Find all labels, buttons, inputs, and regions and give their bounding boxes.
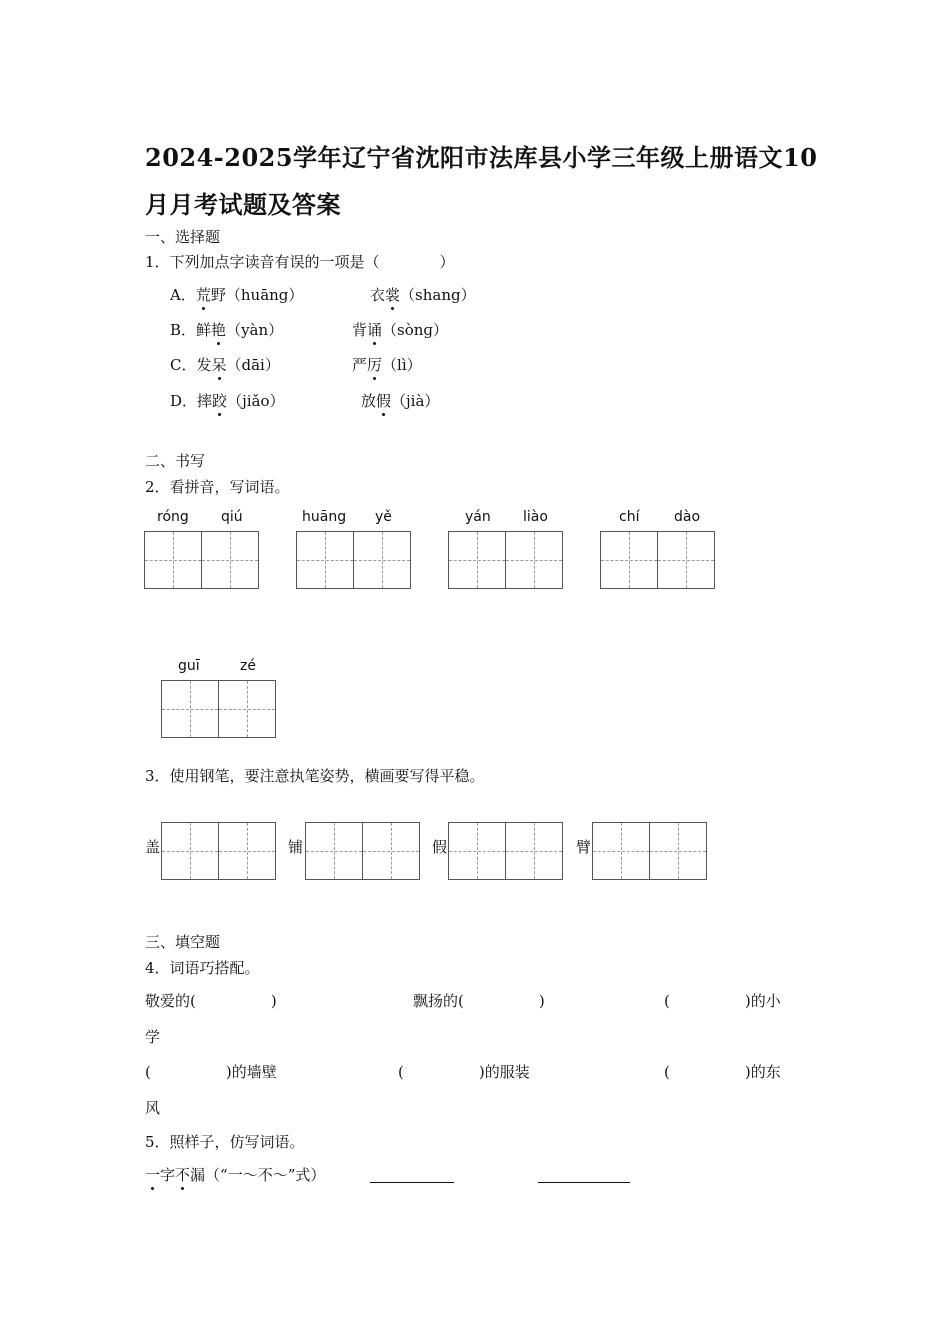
copy-char: 盖	[145, 838, 161, 856]
pinyin-syllable: guī	[178, 658, 200, 674]
answer-line[interactable]	[538, 1182, 630, 1183]
section-heading-choice: 一、选择题	[145, 228, 221, 246]
writing-grid[interactable]	[600, 531, 714, 589]
pinyin-syllable: chí	[619, 509, 640, 525]
writing-grid[interactable]	[448, 822, 562, 880]
fill-blank[interactable]: 敬爱的( )	[145, 992, 277, 1010]
question-1-stem: 1．下列加点字读音有误的一项是（ ）	[145, 253, 455, 271]
copy-char: 铺	[288, 838, 304, 856]
dotted-char: 荒	[195, 286, 211, 304]
option-a-word2: 衣裳（shang）	[370, 286, 476, 304]
question-2-stem: 2．看拼音，写词语。	[145, 478, 290, 496]
fill-blank[interactable]: 飘扬的( )	[413, 992, 545, 1010]
fill-blank[interactable]: ( )的小	[664, 992, 781, 1010]
writing-grid[interactable]	[296, 531, 410, 589]
section-heading-writing: 二、书写	[145, 452, 206, 470]
option-c-word2: 严厉（lì）	[352, 356, 422, 374]
fill-blank[interactable]: ( )的服装	[398, 1063, 530, 1081]
pinyin-syllable: róng	[157, 509, 189, 525]
dotted-char: 厉	[367, 356, 383, 374]
pinyin-syllable: qiú	[221, 509, 243, 525]
dotted-char: 裳	[385, 286, 401, 304]
option-a[interactable]: A．荒野（huāng）	[170, 286, 304, 304]
writing-grid[interactable]	[592, 822, 706, 880]
exam-title-line2: 月月考试题及答案	[145, 190, 341, 219]
copy-char: 臂	[576, 838, 592, 856]
fill-blank[interactable]: ( )的墙壁	[145, 1063, 277, 1081]
pinyin-syllable: liào	[523, 509, 548, 525]
writing-grid[interactable]	[161, 822, 275, 880]
option-d-word2: 放假（jià）	[361, 392, 440, 410]
wrapped-text: 风	[145, 1099, 161, 1117]
fill-blank[interactable]: ( )的东	[664, 1063, 781, 1081]
dotted-char: 诵	[367, 321, 383, 339]
example-phrase: 一字不漏（“一～不～”式）	[145, 1166, 326, 1184]
section-heading-fill: 三、填空题	[145, 933, 221, 951]
dotted-char: 艳	[211, 321, 227, 339]
writing-grid[interactable]	[448, 531, 562, 589]
option-b[interactable]: B．鲜艳（yàn）	[170, 321, 284, 339]
question-4-stem: 4．词语巧搭配。	[145, 959, 260, 977]
pinyin-syllable: dào	[674, 509, 701, 525]
option-d[interactable]: D．摔跤（jiǎo）	[170, 392, 285, 410]
dotted-char: 跤	[212, 392, 228, 410]
pinyin-syllable: zé	[240, 658, 256, 674]
copy-char: 假	[432, 838, 448, 856]
answer-line[interactable]	[370, 1182, 454, 1183]
option-c[interactable]: C．发呆（dāi）	[170, 356, 280, 374]
pinyin-syllable: yán	[465, 509, 491, 525]
wrapped-text: 学	[145, 1028, 161, 1046]
pinyin-syllable: yě	[375, 509, 392, 525]
pinyin-syllable: huāng	[302, 509, 347, 525]
exam-title-line1: 2024-2025学年辽宁省沈阳市法库县小学三年级上册语文10	[145, 143, 818, 172]
writing-grid[interactable]	[161, 680, 275, 738]
writing-grid[interactable]	[305, 822, 419, 880]
question-3-stem: 3．使用钢笔，要注意执笔姿势，横画要写得平稳。	[145, 767, 485, 785]
option-b-word2: 背诵（sònɡ）	[352, 321, 449, 339]
question-5-stem: 5．照样子，仿写词语。	[145, 1133, 305, 1151]
dotted-char: 假	[376, 392, 392, 410]
writing-grid[interactable]	[144, 531, 258, 589]
dotted-char: 呆	[211, 356, 227, 374]
